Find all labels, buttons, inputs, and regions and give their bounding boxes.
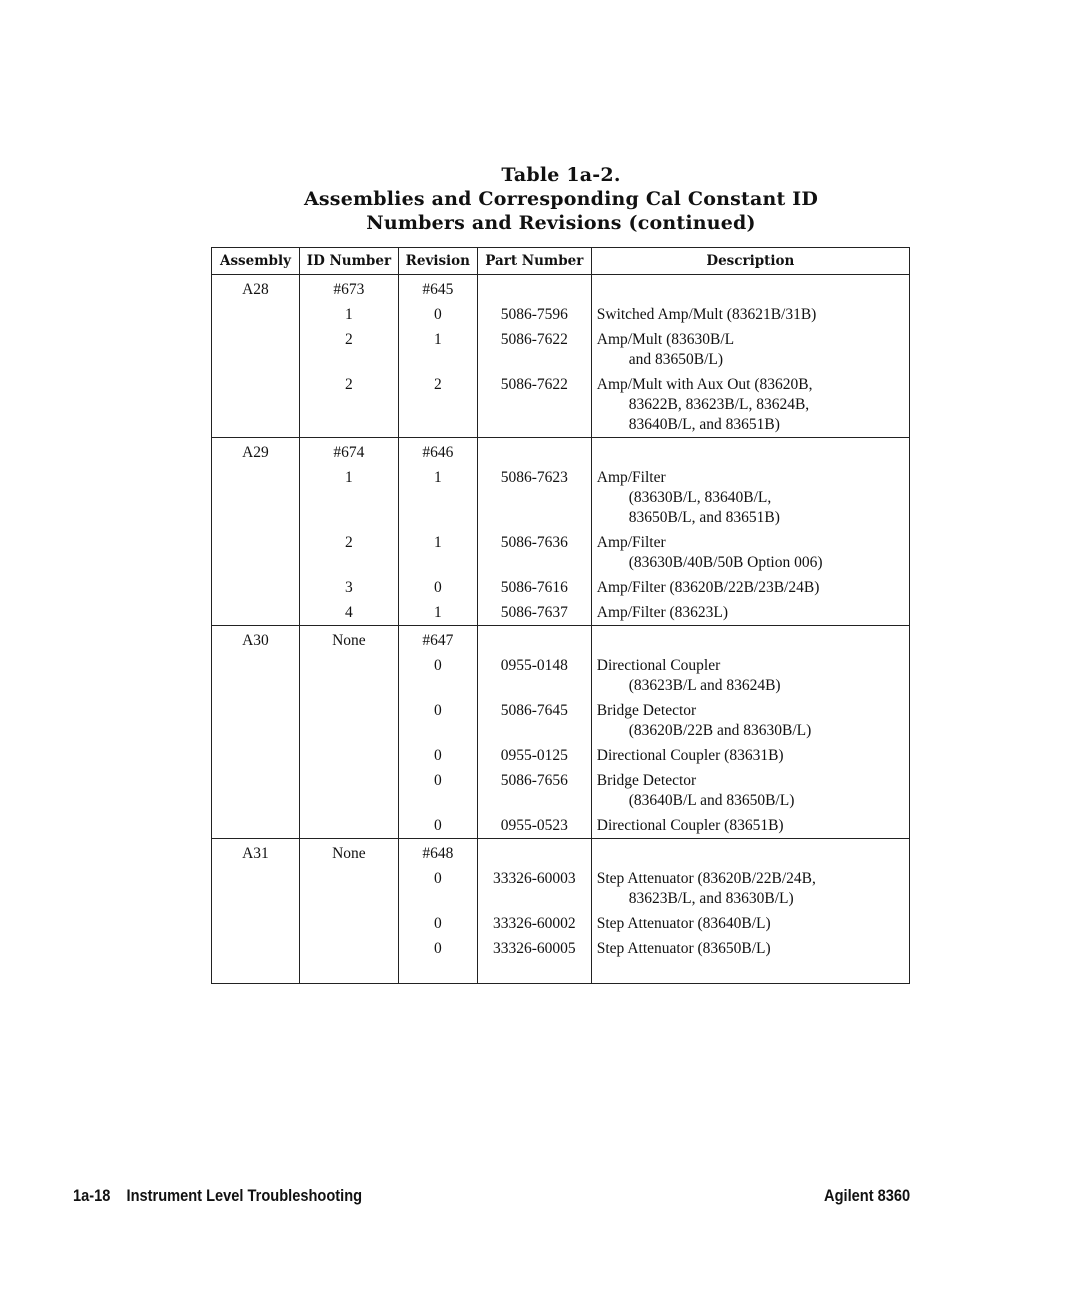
- description-cell: [591, 696, 909, 741]
- assembly-cell: [212, 696, 300, 741]
- assembly-cell: A30: [212, 626, 300, 652]
- revision-cell: 0: [398, 811, 477, 839]
- section-title: Instrument Level Troubleshooting: [126, 1186, 363, 1205]
- description-line: Amp/Mult (83630B/L: [596, 331, 735, 348]
- description-cell: [591, 934, 909, 984]
- revision-cell: 0: [398, 741, 477, 766]
- table-row: [212, 864, 910, 909]
- id-number-cell: [299, 909, 398, 934]
- footer-product: Agilent 8360: [823, 1186, 910, 1205]
- description-cell: [591, 528, 909, 573]
- description-continuation: 83622B, 83623B/L, 83624B,: [628, 396, 810, 413]
- revision-cell: 0: [398, 766, 477, 811]
- assembly-cell: [212, 325, 300, 370]
- assembly-cell: [212, 864, 300, 909]
- description-line: Amp/Filter: [596, 534, 666, 551]
- description-cell: [591, 811, 909, 839]
- description-cell: [591, 463, 909, 528]
- id-number-cell: None: [299, 839, 398, 865]
- id-number-cell: 2: [299, 370, 398, 438]
- part-number-cell: 5086-7645: [477, 696, 591, 741]
- table-row: [212, 463, 910, 528]
- footer-left: [73, 1186, 362, 1206]
- part-number-cell: 0955-0125: [477, 741, 591, 766]
- table-row: [212, 300, 910, 325]
- assembly-cell: A31: [212, 839, 300, 865]
- part-number-cell: 33326-60002: [477, 909, 591, 934]
- description-line: Directional Coupler: [596, 657, 721, 674]
- id-number-cell: [299, 651, 398, 696]
- revision-cell: 1: [398, 598, 477, 626]
- description-line: Amp/Filter: [596, 469, 666, 486]
- table-row: [212, 528, 910, 573]
- description-cell: [591, 370, 909, 438]
- id-number-cell: 2: [299, 528, 398, 573]
- id-number-cell: [299, 864, 398, 909]
- part-number-cell: 5086-7622: [477, 325, 591, 370]
- part-number-cell: 5086-7656: [477, 766, 591, 811]
- part-number-cell: 0955-0523: [477, 811, 591, 839]
- part-number-cell: 5086-7637: [477, 598, 591, 626]
- id-number-cell: 1: [299, 463, 398, 528]
- revision-cell: 2: [398, 370, 477, 438]
- id-number-cell: [299, 811, 398, 839]
- table-title: [212, 163, 910, 235]
- description-continuation: (83640B/L and 83650B/L): [628, 792, 795, 809]
- id-number-cell: #674: [299, 438, 398, 464]
- table-row: [212, 811, 910, 839]
- part-number-cell: [477, 626, 591, 652]
- description-continuation: 83640B/L, and 83651B): [628, 416, 780, 433]
- table-header-row: [212, 248, 910, 275]
- header-assembly: Assembly: [212, 248, 300, 275]
- revision-cell: 0: [398, 909, 477, 934]
- part-number-cell: 5086-7616: [477, 573, 591, 598]
- description-cell: [591, 766, 909, 811]
- description-cell: [591, 275, 909, 301]
- description-continuation: 83623B/L, and 83630B/L): [628, 890, 794, 907]
- id-number-cell: 2: [299, 325, 398, 370]
- table-row: [212, 651, 910, 696]
- description-line: Amp/Mult with Aux Out (83620B,: [596, 376, 813, 393]
- header-revision: Revision: [398, 248, 477, 275]
- revision-cell: 0: [398, 934, 477, 984]
- description-cell: [591, 300, 909, 325]
- assembly-group-row: [212, 839, 910, 865]
- id-number-cell: 3: [299, 573, 398, 598]
- part-number-cell: 33326-60005: [477, 934, 591, 984]
- description-continuation: (83630B/L, 83640B/L,: [628, 489, 772, 506]
- revision-cell: 1: [398, 325, 477, 370]
- id-number-cell: [299, 741, 398, 766]
- revision-cell: 1: [398, 528, 477, 573]
- header-id-number: ID Number: [299, 248, 398, 275]
- id-number-cell: 4: [299, 598, 398, 626]
- description-continuation: 83650B/L, and 83651B): [628, 509, 780, 526]
- part-number-cell: 5086-7622: [477, 370, 591, 438]
- assembly-group-row: [212, 626, 910, 652]
- part-number-cell: 0955-0148: [477, 651, 591, 696]
- assembly-cell: [212, 370, 300, 438]
- assembly-cell: [212, 651, 300, 696]
- table-row: [212, 909, 910, 934]
- table-row: [212, 696, 910, 741]
- description-line: Step Attenuator (83620B/22B/24B,: [596, 870, 816, 887]
- id-number-cell: [299, 766, 398, 811]
- revision-cell: #648: [398, 839, 477, 865]
- part-number-cell: 5086-7596: [477, 300, 591, 325]
- table-body: [212, 275, 910, 984]
- revision-cell: 0: [398, 696, 477, 741]
- description-line: Step Attenuator (83650B/L): [596, 940, 771, 957]
- part-number-cell: 5086-7636: [477, 528, 591, 573]
- assembly-cell: [212, 463, 300, 528]
- part-number-cell: [477, 275, 591, 301]
- description-line: Bridge Detector: [596, 772, 697, 789]
- assembly-cell: [212, 598, 300, 626]
- revision-cell: 1: [398, 463, 477, 528]
- description-cell: [591, 573, 909, 598]
- assemblies-table: [211, 247, 910, 984]
- table-row: [212, 325, 910, 370]
- revision-cell: 0: [398, 573, 477, 598]
- assembly-cell: A28: [212, 275, 300, 301]
- table-row: [212, 598, 910, 626]
- part-number-cell: 5086-7623: [477, 463, 591, 528]
- table-row: [212, 573, 910, 598]
- id-number-cell: #673: [299, 275, 398, 301]
- table-row: [212, 766, 910, 811]
- revision-cell: #645: [398, 275, 477, 301]
- description-continuation: (83623B/L and 83624B): [628, 677, 781, 694]
- description-cell: [591, 864, 909, 909]
- assembly-group-row: [212, 438, 910, 464]
- description-continuation: (83620B/22B and 83630B/L): [628, 722, 812, 739]
- description-line: Amp/Filter (83623L): [596, 604, 729, 621]
- description-line: Switched Amp/Mult (83621B/31B): [596, 306, 817, 323]
- description-cell: [591, 626, 909, 652]
- description-cell: [591, 651, 909, 696]
- assembly-cell: [212, 300, 300, 325]
- assembly-cell: [212, 741, 300, 766]
- table-row: [212, 934, 910, 984]
- part-number-cell: [477, 839, 591, 865]
- header-part-number: Part Number: [477, 248, 591, 275]
- description-line: Directional Coupler (83631B): [596, 747, 784, 764]
- description-line: Bridge Detector: [596, 702, 697, 719]
- assembly-cell: [212, 766, 300, 811]
- assembly-cell: [212, 934, 300, 984]
- part-number-cell: [477, 438, 591, 464]
- revision-cell: #646: [398, 438, 477, 464]
- page-number: 1a-18: [73, 1186, 111, 1205]
- revision-cell: 0: [398, 300, 477, 325]
- description-cell: [591, 438, 909, 464]
- table-number: Table 1a-2.: [501, 164, 621, 186]
- table-row: [212, 741, 910, 766]
- description-continuation: and 83650B/L): [628, 351, 724, 368]
- part-number-cell: 33326-60003: [477, 864, 591, 909]
- id-number-cell: [299, 934, 398, 984]
- assembly-cell: [212, 909, 300, 934]
- description-line: Amp/Filter (83620B/22B/23B/24B): [596, 579, 820, 596]
- description-cell: [591, 741, 909, 766]
- id-number-cell: [299, 696, 398, 741]
- assembly-cell: [212, 811, 300, 839]
- description-cell: [591, 839, 909, 865]
- revision-cell: 0: [398, 864, 477, 909]
- assembly-cell: [212, 528, 300, 573]
- description-line: Step Attenuator (83640B/L): [596, 915, 771, 932]
- description-cell: [591, 909, 909, 934]
- description-continuation: (83630B/40B/50B Option 006): [628, 554, 823, 571]
- assembly-cell: A29: [212, 438, 300, 464]
- assembly-group-row: [212, 275, 910, 301]
- description-cell: [591, 325, 909, 370]
- revision-cell: #647: [398, 626, 477, 652]
- description-cell: [591, 598, 909, 626]
- table-caption-line-2: Numbers and Revisions (continued): [366, 212, 756, 234]
- id-number-cell: 1: [299, 300, 398, 325]
- table-row: [212, 370, 910, 438]
- revision-cell: 0: [398, 651, 477, 696]
- description-line: Directional Coupler (83651B): [596, 817, 784, 834]
- assembly-cell: [212, 573, 300, 598]
- id-number-cell: None: [299, 626, 398, 652]
- header-description: Description: [591, 248, 909, 275]
- table-caption-line-1: Assemblies and Corresponding Cal Constant ID: [303, 188, 819, 210]
